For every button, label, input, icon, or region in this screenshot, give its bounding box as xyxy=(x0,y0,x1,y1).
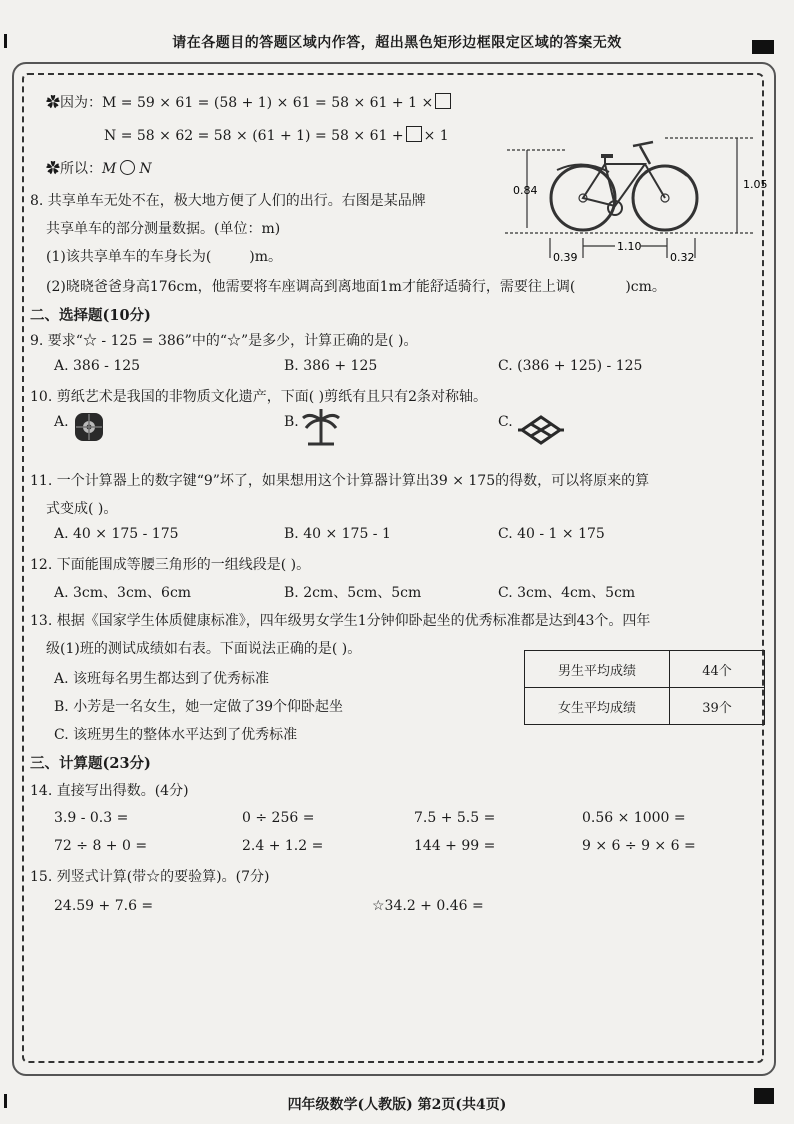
q10-option-b[interactable]: B. xyxy=(284,414,299,430)
reasoning-line-1: ✿因为：M = 59 × 61 = (58 + 1) × 61 = 58 × 61 + 1 × xyxy=(46,92,453,112)
q15-stem: 15. 列竖式计算(带☆的要验算)。(7分) xyxy=(30,869,270,885)
height-label-left: 0.84 xyxy=(513,184,538,197)
table-row xyxy=(525,651,765,688)
q13-line-1: 13. 根据《国家学生体质健康标准》，四年级男女学生1分钟仰卧起坐的优秀标准都是达到43个。四年 xyxy=(30,613,651,629)
q14-item: 7.5 + 5.5 = xyxy=(414,810,496,826)
section-3-title: 三、计算题(23分) xyxy=(30,755,151,772)
width-label-mid: 1.10 xyxy=(617,240,642,253)
corner-marker-top-right xyxy=(752,40,774,54)
papercut-b-palm-icon xyxy=(300,406,342,448)
table-row xyxy=(525,688,765,725)
width-label-right: 0.32 xyxy=(670,251,695,264)
q11-line-2: 式变成( )。 xyxy=(46,501,118,517)
q14-item: 2.4 + 1.2 = xyxy=(242,838,324,854)
compare-circle[interactable] xyxy=(120,160,135,175)
reasoning-line-3: ✿所以：M N xyxy=(46,161,152,177)
table-cell-value: 44个 xyxy=(670,651,765,688)
q8-line-2: 共享单车的部分测量数据。(单位：m) xyxy=(46,221,281,237)
q14-item: 72 ÷ 8 + 0 = xyxy=(54,838,148,854)
answer-box[interactable] xyxy=(406,126,422,142)
q14-stem: 14. 直接写出得数。(4分) xyxy=(30,783,189,799)
table-cell-label: 女生平均成绩 xyxy=(525,688,670,725)
q12-stem: 12. 下面能围成等腰三角形的一组线段是( )。 xyxy=(30,557,311,573)
score-table xyxy=(524,650,765,725)
handlebar xyxy=(633,142,653,164)
q14-item: 0 ÷ 256 = xyxy=(242,810,315,826)
table-cell-value: 39个 xyxy=(670,688,765,725)
q12-option-b[interactable]: B. 2cm、5cm、5cm xyxy=(284,585,422,601)
papercut-c-knot-icon xyxy=(516,414,566,446)
q11-option-c[interactable]: C. 40 - 1 × 175 xyxy=(498,526,605,542)
answer-area-notice: 请在各题目的答题区域内作答，超出黑色矩形边框限定区域的答案无效 xyxy=(172,35,622,51)
q15-expr-1: 24.59 + 7.6 = xyxy=(54,898,154,914)
q8-line-1: 8. 共享单车无处不在，极大地方便了人们的出行。右图是某品牌 xyxy=(30,193,426,209)
q11-option-a[interactable]: A. 40 × 175 - 175 xyxy=(54,526,179,542)
q8-sub-1: (1)该共享单车的车身长为( )m。 xyxy=(46,249,283,265)
q14-item: 3.9 - 0.3 = xyxy=(54,810,129,826)
q10-stem: 10. 剪纸艺术是我国的非物质文化遗产，下面( )剪纸有且只有2条对称轴。 xyxy=(30,389,487,405)
q15-expr-2: ☆34.2 + 0.46 = xyxy=(372,898,484,914)
q12-option-a[interactable]: A. 3cm、3cm、6cm xyxy=(54,585,192,601)
q9-option-c[interactable]: C. (386 + 125) - 125 xyxy=(498,358,643,374)
q9-option-b[interactable]: B. 386 + 125 xyxy=(284,358,378,374)
page-footer: 四年级数学(人教版) 第2页(共4页) xyxy=(287,1097,507,1113)
section-2-title: 二、选择题(10分) xyxy=(30,307,151,324)
papercut-a-icon xyxy=(72,410,106,444)
q9-stem: 9. 要求“☆ - 125 = 386”中的“☆”是多少，计算正确的是( )。 xyxy=(30,333,418,349)
corner-marker-bottom-right xyxy=(754,1088,774,1104)
answer-box[interactable] xyxy=(435,93,451,109)
corner-marker-top-left xyxy=(4,34,7,48)
q13-option-c[interactable]: C. 该班男生的整体水平达到了优秀标准 xyxy=(54,727,298,743)
q14-item: 0.56 × 1000 = xyxy=(582,810,686,826)
table-cell-label: 男生平均成绩 xyxy=(525,651,670,688)
corner-marker-bottom-left xyxy=(4,1094,7,1108)
q13-line-2: 级(1)班的测试成绩如右表。下面说法正确的是( )。 xyxy=(46,641,362,657)
q14-item: 9 × 6 ÷ 9 × 6 = xyxy=(582,838,696,854)
bicycle-figure xyxy=(505,128,767,268)
q9-option-a[interactable]: A. 386 - 125 xyxy=(54,358,141,374)
q10-option-a[interactable]: A. xyxy=(54,414,69,430)
flower-bullet-prefix: ✿因为： xyxy=(46,95,102,111)
q14-item: 144 + 99 = xyxy=(414,838,496,854)
q12-option-c[interactable]: C. 3cm、4cm、5cm xyxy=(498,585,636,601)
q11-line-1: 11. 一个计算器上的数字键“9”坏了，如果想用这个计算器计算出39 × 175的得数，可以将原来的算 xyxy=(30,473,650,489)
q13-option-b[interactable]: B. 小芳是一名女生，她一定做了39个仰卧起坐 xyxy=(54,699,344,715)
width-label-left: 0.39 xyxy=(553,251,578,264)
reasoning-line-2: N = 58 × 62 = 58 × (61 + 1) = 58 × 61 + × 1 xyxy=(104,128,449,144)
height-label-right: 1.05 xyxy=(743,178,767,191)
q11-option-b[interactable]: B. 40 × 175 - 1 xyxy=(284,526,391,542)
q10-option-c[interactable]: C. xyxy=(498,414,513,430)
q8-sub-2: (2)晓晓爸爸身高176cm，他需要将车座调高到离地面1m才能舒适骑行，需要往上调( )cm。 xyxy=(46,279,666,295)
q13-option-a[interactable]: A. 该班每名男生都达到了优秀标准 xyxy=(54,671,270,687)
